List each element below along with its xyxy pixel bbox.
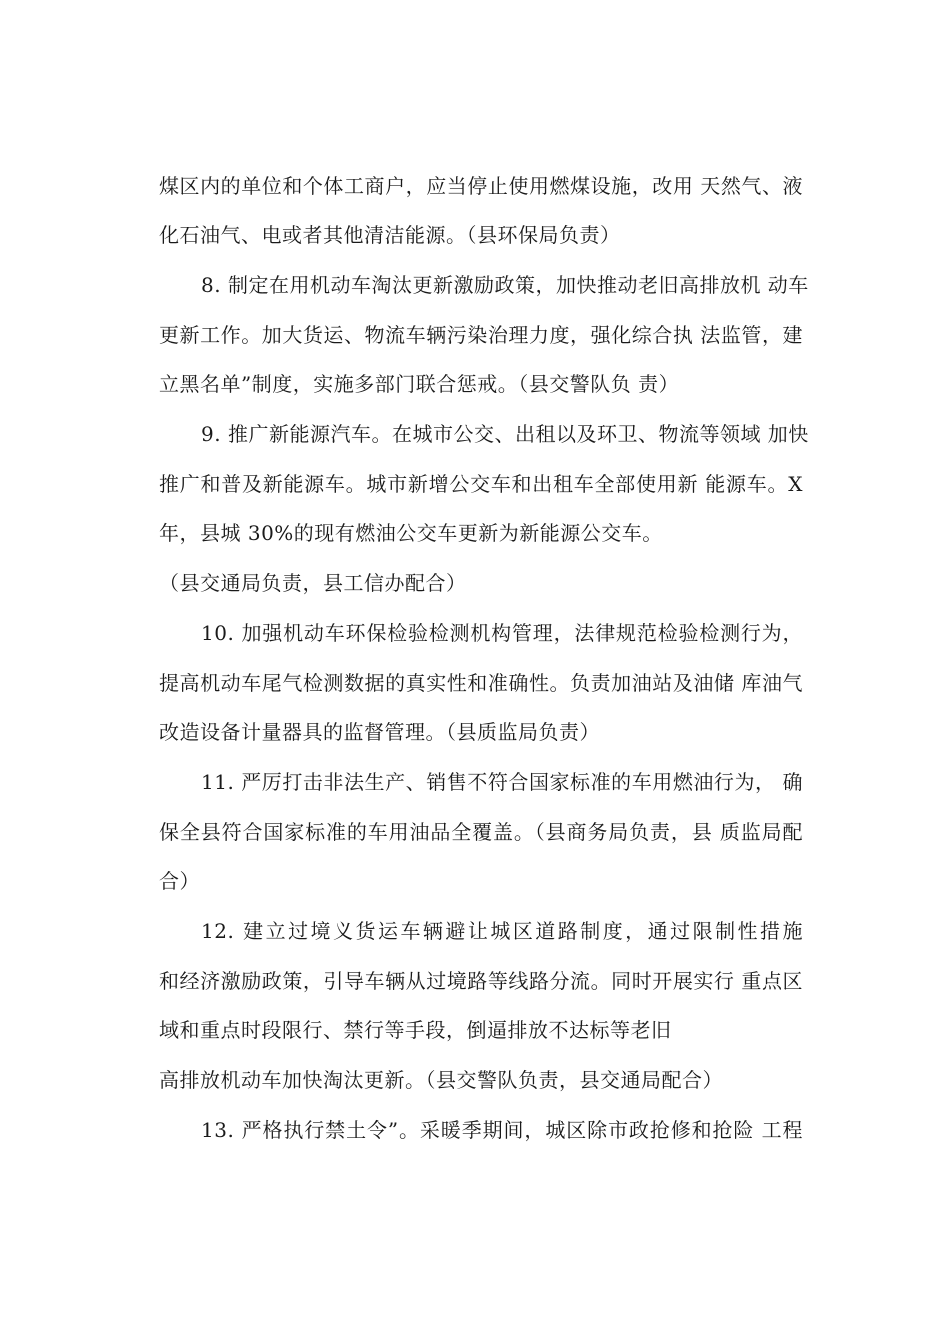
text-line: 化石油气、电或者其他清洁能源。（县环保局负责） bbox=[159, 223, 621, 247]
text-line: 年，县城 30%的现有燃油公交车更新为新能源公交车。 bbox=[159, 521, 663, 545]
text-line: 改造设备计量器具的监督管理。（县质监局负责） bbox=[159, 720, 600, 744]
text-line: 和经济激励政策，引导车辆从过境路等线路分流。同时开展实行 重点区 bbox=[159, 969, 803, 993]
paragraph-11-line: 11. 严厉打击非法生产、销售不符合国家标准的车用燃油行为， 确 bbox=[201, 770, 803, 794]
paragraph-10-line: 10. 加强机动车环保检验检测机构管理，法律规范检验检测行为， bbox=[201, 621, 803, 645]
text-line: 合） bbox=[159, 869, 200, 893]
paragraph-9-line: 9. 推广新能源汽车。在城市公交、出租以及环卫、物流等领域 加快 bbox=[201, 422, 809, 446]
paragraph-8-line: 8. 制定在用机动车淘汰更新激励政策，加快推动老旧高排放机 动车 bbox=[201, 273, 809, 297]
paragraph-12-line: 12. 建立过境义货运车辆避让城区道路制度，通过限制性措施 bbox=[201, 919, 803, 943]
text-line: （县交通局负责，县工信办配合） bbox=[159, 571, 467, 595]
text-line: 提高机动车尾气检测数据的真实性和准确性。负责加油站及油储 库油气 bbox=[159, 671, 803, 695]
text-line: 立黑名单”制度，实施多部门联合惩戒。（县交警队负 责） bbox=[159, 372, 680, 396]
text-line: 煤区内的单位和个体工商户，应当停止使用燃煤设施，改用 天然气、液 bbox=[159, 174, 803, 198]
text-line: 推广和普及新能源车。城市新增公交车和出租车全部使用新 能源车。X bbox=[159, 472, 803, 496]
text-line: 保全县符合国家标准的车用油品全覆盖。（县商务局负责，县 质监局配 bbox=[159, 820, 803, 844]
text-line: 域和重点时段限行、禁行等手段，倒逼排放不达标等老旧 bbox=[159, 1018, 672, 1042]
text-line: 高排放机动车加快淘汰更新。（县交警队负责，县交通局配合） bbox=[159, 1068, 723, 1092]
text-line: 更新工作。加大货运、物流车辆污染治理力度，强化综合执 法监管，建 bbox=[159, 323, 803, 347]
paragraph-13-line: 13. 严格执行禁土令”。采暖季期间，城区除市政抢修和抢险 工程 bbox=[201, 1118, 803, 1142]
